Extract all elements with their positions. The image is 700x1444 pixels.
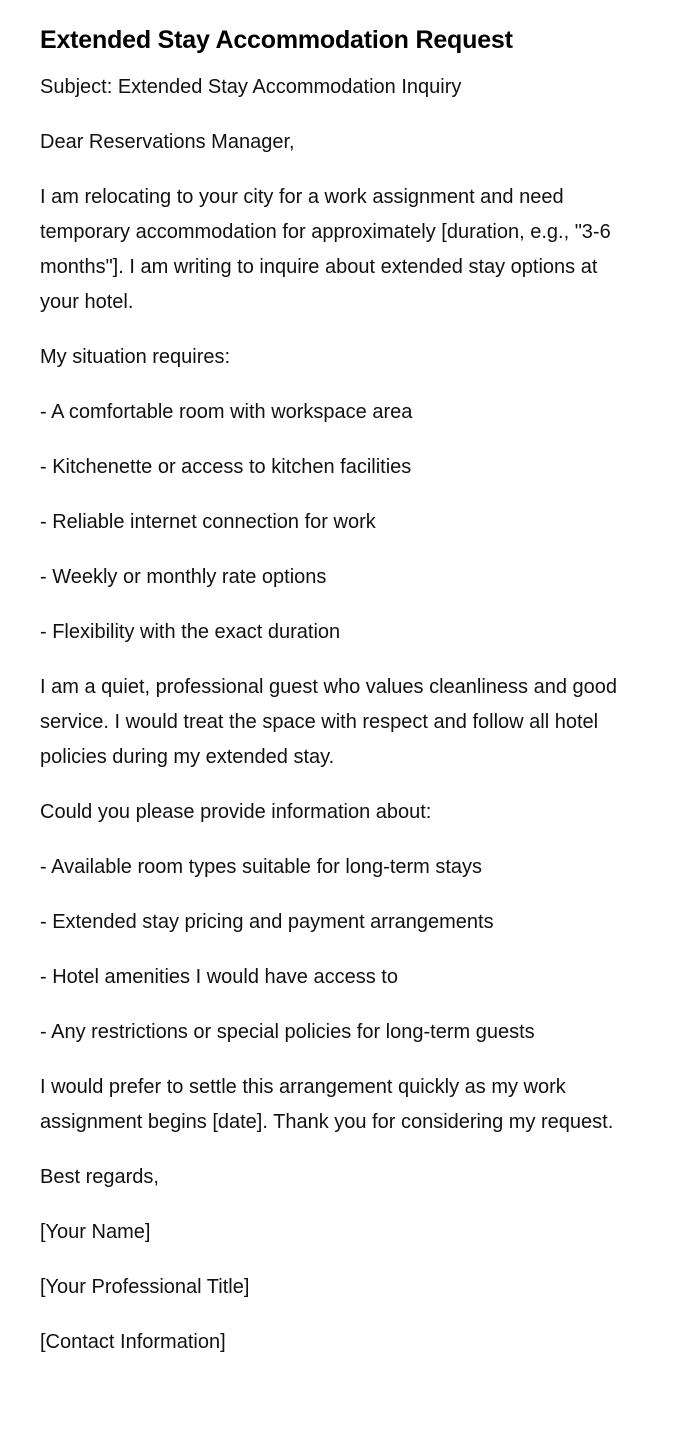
info-item: - Any restrictions or special policies for long-term guests — [40, 1021, 535, 1043]
requirement-item: - Weekly or monthly rate options — [40, 566, 327, 588]
signature-contact: [Contact Information] — [40, 1331, 226, 1353]
intro-paragraph: I am relocating to your city for a work assignment and need temporary accommodation for approximately [duration, e.g., "3-6 months"]. I am writing to inquire about extended stay options at your hotel. — [40, 186, 611, 313]
document-title: Extended Stay Accommodation Request — [40, 26, 513, 54]
info-item: - Hotel amenities I would have access to — [40, 966, 398, 988]
sign-off: Best regards, — [40, 1166, 159, 1188]
salutation: Dear Reservations Manager, — [40, 131, 295, 153]
requirement-item: - Reliable internet connection for work — [40, 511, 376, 533]
info-heading: Could you please provide information about: — [40, 801, 432, 823]
subject-line: Subject: Extended Stay Accommodation Inquiry — [40, 76, 462, 98]
guest-statement: I am a quiet, professional guest who values cleanliness and good service. I would treat the space with respect and follow all hotel policies during my extended stay. — [40, 676, 618, 768]
signature-name: [Your Name] — [40, 1221, 151, 1243]
info-item: - Extended stay pricing and payment arrangements — [40, 911, 494, 933]
closing-paragraph: I would prefer to settle this arrangement quickly as my work assignment begins [date]. Thank you for considering my request. — [40, 1076, 614, 1133]
requirement-item: - Kitchenette or access to kitchen facilities — [40, 456, 412, 478]
signature-title: [Your Professional Title] — [40, 1276, 250, 1298]
requirements-heading: My situation requires: — [40, 346, 231, 368]
requirement-item: - A comfortable room with workspace area — [40, 401, 413, 423]
requirement-item: - Flexibility with the exact duration — [40, 621, 341, 643]
info-item: - Available room types suitable for long-term stays — [40, 856, 483, 878]
